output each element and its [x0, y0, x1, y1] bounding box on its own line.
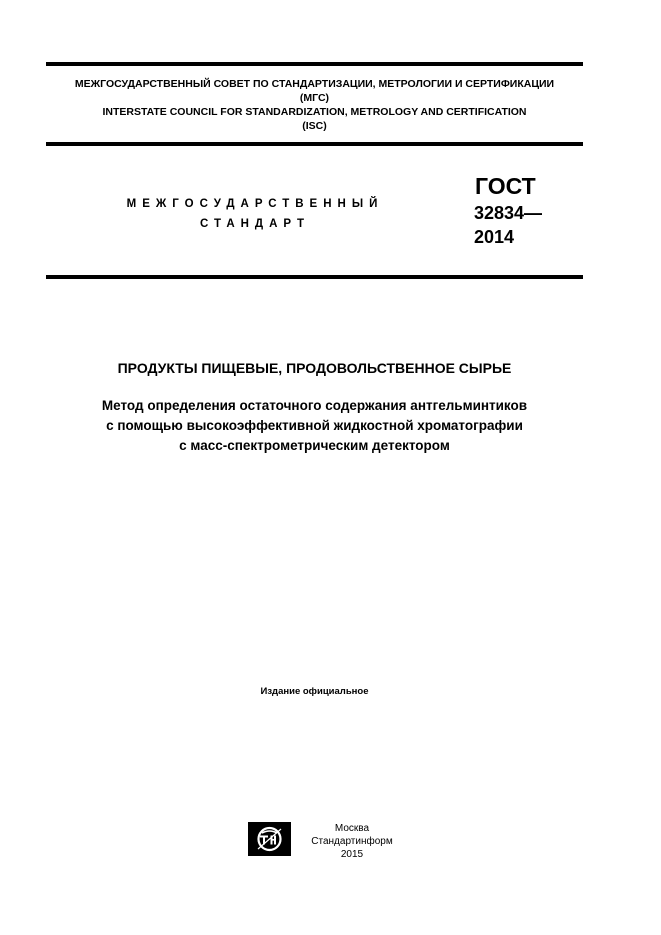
council-name-ru: МЕЖГОСУДАРСТВЕННЫЙ СОВЕТ ПО СТАНДАРТИЗАЦИИ, МЕТРОЛОГИИ И СЕРТИФИКАЦИИ [74, 78, 555, 90]
designation-rule [46, 275, 583, 279]
subtitle-line-2: с помощью высокоэффективной жидкостной хроматографии [106, 418, 523, 433]
gost-title: ГОСТ [475, 173, 536, 199]
standard-type-line1: МЕЖГОСУДАРСТВЕННЫЙ [126, 198, 384, 210]
publisher-city: Москва [334, 823, 370, 834]
subtitle-line-1: Метод определения остаточного содержания антгельминтиков [101, 398, 528, 413]
council-name-en: INTERSTATE COUNCIL FOR STANDARDIZATION, METROLOGY AND CERTIFICATION [102, 106, 527, 118]
document-subtitle [46, 396, 583, 456]
council-abbr-ru: (МГС) [299, 92, 330, 104]
publisher-year: 2015 [340, 849, 364, 860]
publisher-name: Стандартинформ [311, 836, 393, 847]
document-title: ПРОДУКТЫ ПИЩЕВЫЕ, ПРОДОВОЛЬСТВЕННОЕ СЫРЬЕ [117, 360, 512, 376]
council-header [46, 77, 583, 133]
gost-number: 32834— [474, 203, 543, 223]
gost-year: 2014 [474, 227, 515, 247]
edition-label: Издание официальное [260, 686, 369, 697]
standartinform-logo-icon [248, 822, 291, 856]
gost-designation [474, 172, 542, 248]
subtitle-line-3: с масс-спектрометрическим детектором [179, 438, 450, 453]
header-rule [46, 142, 583, 146]
standard-type [110, 194, 400, 234]
publisher-block [300, 822, 404, 861]
standard-type-line2: СТАНДАРТ [200, 218, 310, 230]
council-abbr-en: (ISC) [302, 120, 327, 132]
top-rule [46, 62, 583, 66]
